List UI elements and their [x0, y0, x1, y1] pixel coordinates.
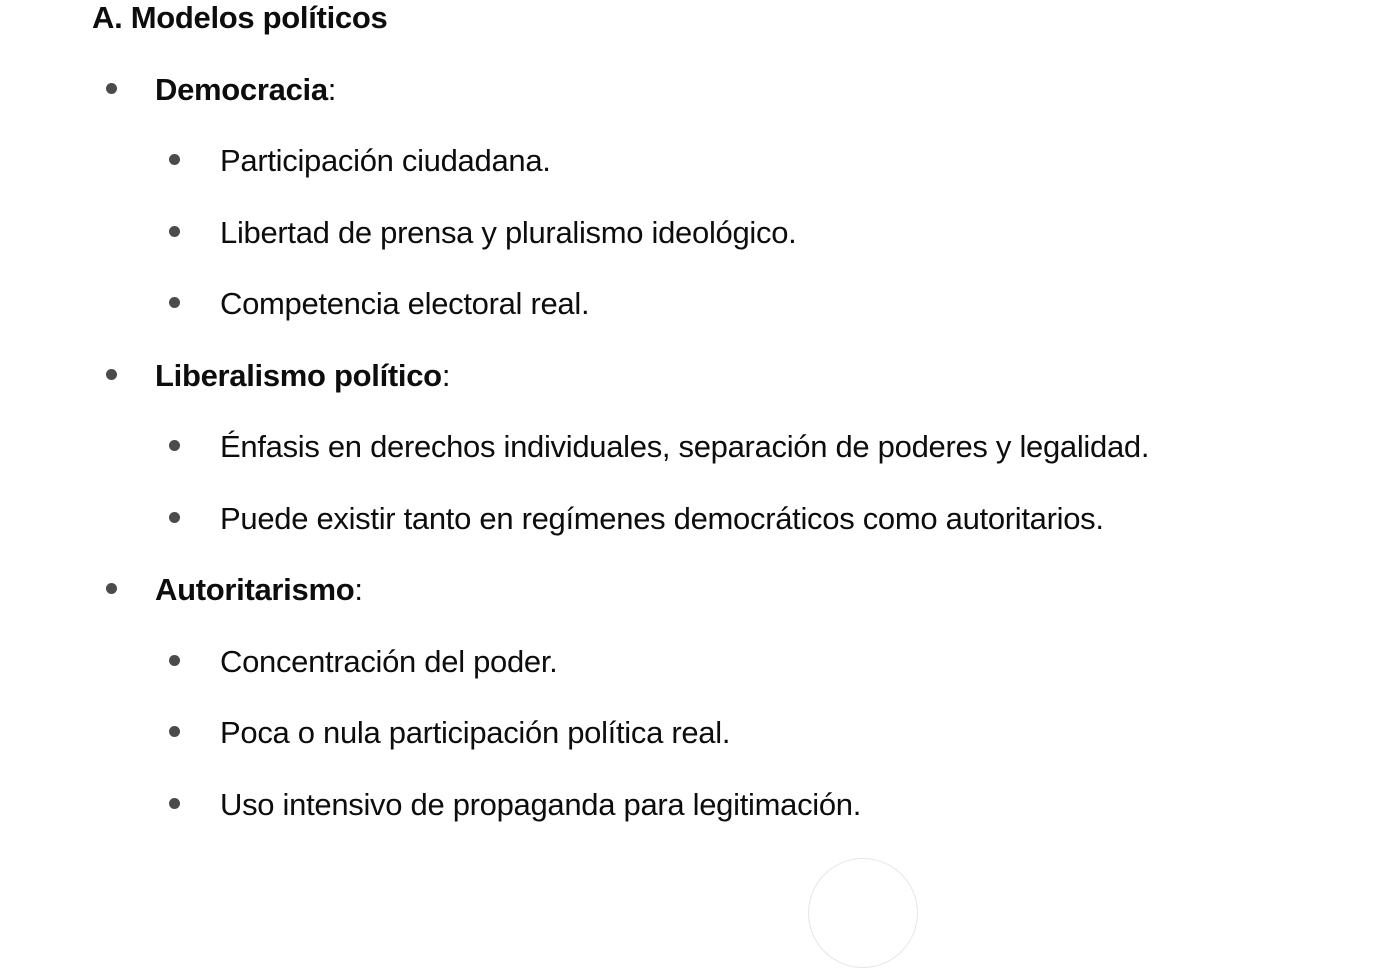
message-content	[92, 0, 1382, 855]
bullet-icon	[169, 512, 180, 523]
list-subitem	[92, 712, 1382, 753]
list-subitem	[92, 641, 1382, 682]
list-item-liberalismo	[92, 355, 1382, 396]
list-item-label: Democracia	[155, 71, 328, 107]
list-subitem	[92, 283, 1382, 324]
list-subitem-text: Puede existir tanto en regímenes democráticos como autoritarios.	[220, 500, 1104, 536]
bullet-icon	[169, 154, 180, 165]
list-subitem-text: Libertad de prensa y pluralismo ideológico.	[220, 214, 797, 250]
list-subitem	[92, 212, 1382, 253]
list-item-suffix: :	[327, 71, 337, 107]
scroll-to-bottom-button[interactable]	[808, 858, 918, 968]
bullet-icon	[106, 583, 117, 594]
list-subitem-text: Uso intensivo de propaganda para legitimación.	[220, 786, 862, 822]
list-subitem-text: Poca o nula participación política real.	[220, 715, 731, 750]
bullet-icon	[169, 655, 180, 666]
bullet-icon	[106, 83, 117, 94]
bullet-icon	[169, 440, 180, 451]
list-item-label: Liberalismo político	[155, 357, 442, 393]
list-subitem	[92, 140, 1382, 181]
bullet-icon	[106, 369, 117, 380]
list-item-autoritarismo	[92, 569, 1382, 610]
section-heading: A. Modelos políticos	[92, 0, 388, 35]
list-subitem-text: Concentración del poder.	[220, 643, 558, 679]
list-subitem-text: Énfasis en derechos individuales, separación de poderes y legalidad.	[220, 429, 1150, 464]
list-subitem-text: Competencia electoral real.	[220, 286, 590, 321]
list-item-suffix: :	[441, 357, 451, 393]
bullet-icon	[169, 798, 180, 809]
bullet-icon	[169, 726, 180, 737]
list-subitem	[92, 498, 1382, 539]
list-item-label: Autoritarismo	[155, 572, 355, 607]
list-subitem-text: Participación ciudadana.	[220, 143, 551, 178]
list-item-democracia	[92, 69, 1382, 110]
list-subitem	[92, 784, 1382, 825]
list-subitem	[92, 426, 1382, 467]
bullet-icon	[169, 297, 180, 308]
bullet-icon	[169, 226, 180, 237]
list-item-suffix: :	[354, 572, 363, 607]
